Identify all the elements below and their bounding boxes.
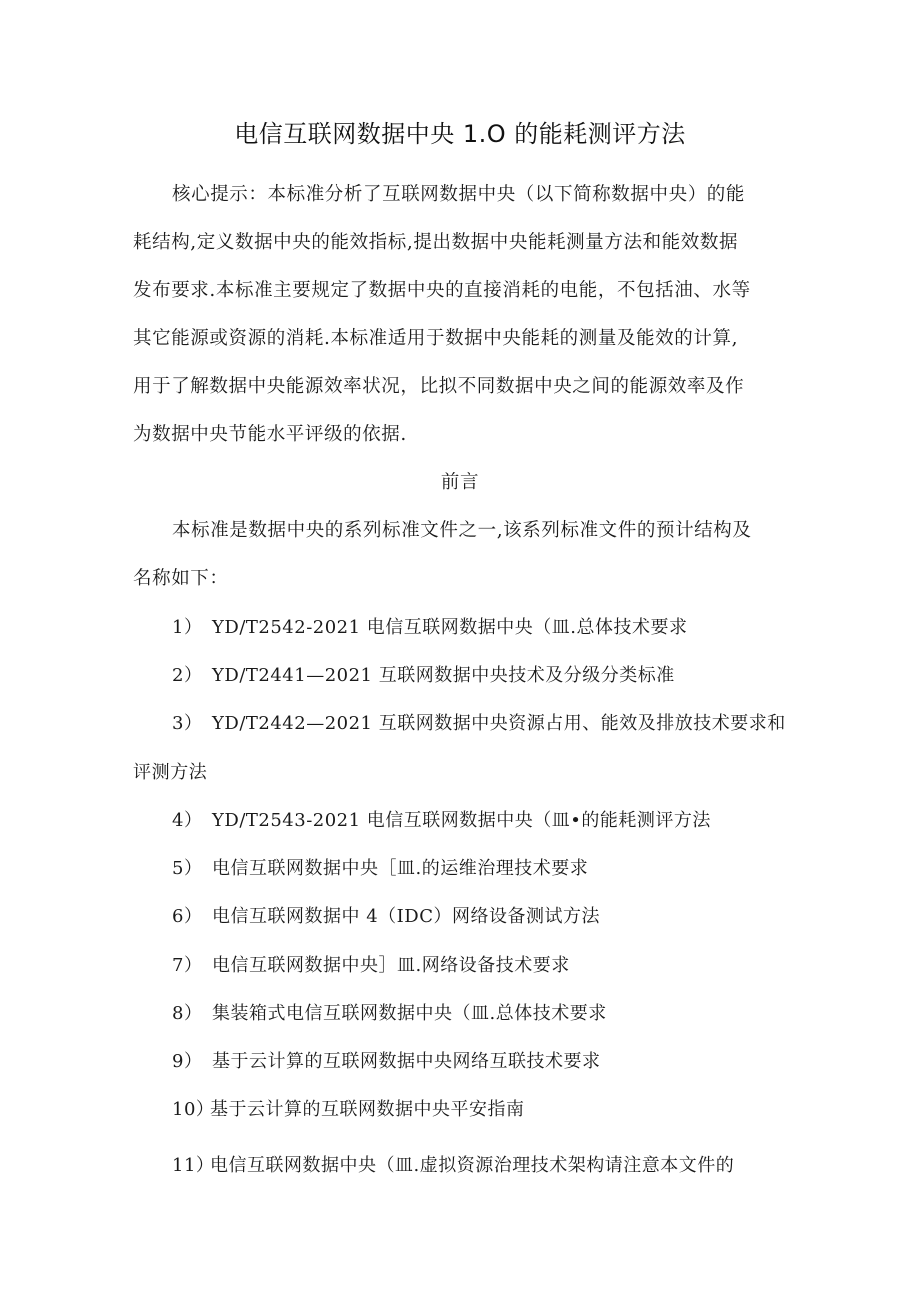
list-item xyxy=(172,999,607,1025)
list-item-text: 基于云计算的互联网数据中央平安指南 xyxy=(210,1099,525,1120)
list-item xyxy=(172,709,786,735)
list-item xyxy=(172,613,688,639)
list-item-text: 电信互联网数据中央（皿.虚拟资源治理技术架构请注意本文件的 xyxy=(210,1155,735,1176)
list-item-text: 电信互联网数据中 4（IDC）网络设备测试方法 xyxy=(212,906,600,927)
list-item-number: 1） xyxy=(172,617,203,638)
list-item-text: 基于云计算的互联网数据中央网络互联技术要求 xyxy=(212,1051,601,1072)
list-item xyxy=(172,951,570,977)
list-item-text: YD/T2441—2021 互联网数据中央技术及分级分类标准 xyxy=(212,665,675,686)
list-item xyxy=(172,902,600,928)
summary-line: 发布要求.本标准主要规定了数据中央的直接消耗的电能，不包括油、水等 xyxy=(133,280,751,301)
list-item xyxy=(172,1047,601,1073)
list-item-number: 5） xyxy=(172,858,203,879)
list-item xyxy=(172,1095,525,1121)
list-item-text: 电信互联网数据中央［皿.的运维治理技术要求 xyxy=(212,858,589,879)
list-item-number: 11） xyxy=(172,1155,215,1176)
summary-line: 为数据中央节能水平评级的依据. xyxy=(133,424,407,445)
summary-line: 核心提示：本标准分析了互联网数据中央（以下简称数据中央）的能 xyxy=(172,184,746,205)
list-item xyxy=(172,661,675,687)
document-title: 电信互联网数据中央 1.O 的能耗测评方法 xyxy=(234,120,686,148)
list-item xyxy=(172,854,588,880)
list-item-number: 6） xyxy=(172,906,203,927)
list-item-text: YD/T2442—2021 互联网数据中央资源占用、能效及排放技术要求和 xyxy=(212,713,786,734)
summary-line: 其它能源或资源的消耗.本标准适用于数据中央能耗的测量及能效的计算, xyxy=(133,328,739,349)
list-item xyxy=(172,806,711,832)
list-item-continuation: 评测方法 xyxy=(133,762,208,783)
preface-line: 名称如下： xyxy=(133,568,229,589)
summary-line: 用于了解数据中央能源效率状况，比拟不同数据中央之间的能源效率及作 xyxy=(133,376,745,397)
list-item-text: 集装箱式电信互联网数据中央（皿.总体技术要求 xyxy=(212,1003,607,1024)
list-item-number: 9） xyxy=(172,1051,203,1072)
list-item-number: 10） xyxy=(172,1099,215,1120)
list-item-text: YD/T2542-2021 电信互联网数据中央（皿.总体技术要求 xyxy=(212,617,688,638)
list-item-number: 8） xyxy=(172,1003,203,1024)
preface-line: 本标准是数据中央的系列标准文件之一,该系列标准文件的预计结构及 xyxy=(172,520,752,541)
list-item-number: 3） xyxy=(172,713,203,734)
list-item-text: YD/T2543-2021 电信互联网数据中央（皿•的能耗测评方法 xyxy=(212,810,711,831)
list-item-text: 电信互联网数据中央］皿.网络设备技术要求 xyxy=(212,955,570,976)
section-heading-preface: 前言 xyxy=(440,472,480,493)
summary-line: 耗结构,定义数据中央的能效指标,提出数据中央能耗测量方法和能效数据 xyxy=(133,232,739,253)
list-item-number: 2） xyxy=(172,665,203,686)
list-item xyxy=(172,1151,734,1177)
list-item-number: 7） xyxy=(172,955,203,976)
list-item-number: 4） xyxy=(172,810,203,831)
